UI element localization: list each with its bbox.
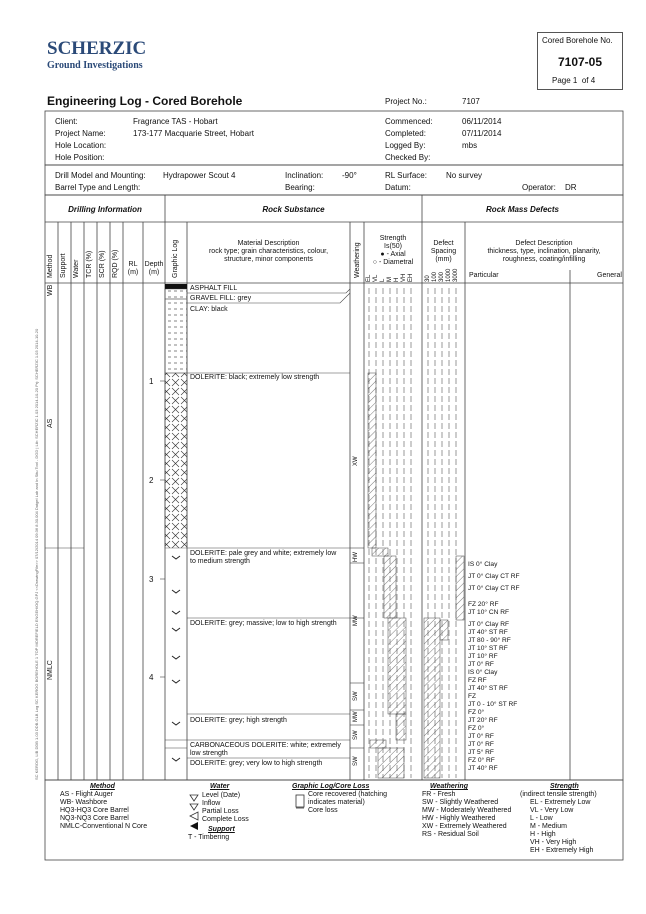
client-label: Client: <box>55 117 78 126</box>
project-name-value: 173-177 Macquarie Street, Hobart <box>133 129 254 138</box>
col-particular: Particular <box>469 272 499 279</box>
hole-location-label: Hole Location: <box>55 141 107 150</box>
method-wb: WB <box>47 284 54 296</box>
datum-label: Datum: <box>385 183 411 192</box>
method-nmlc: NMLC <box>47 660 54 680</box>
drill-model-value: Hydrapower Scout 4 <box>163 171 236 180</box>
defect-item: JT 40° ST RF <box>468 685 508 692</box>
commenced-label: Commenced: <box>385 117 433 126</box>
defect-item: FZ 0° <box>468 709 485 716</box>
completed-value: 07/11/2014 <box>462 129 502 138</box>
operator-value: DR <box>565 183 577 192</box>
client-value: Fragrance TAS - Hobart <box>133 117 218 126</box>
section-rock-substance: Rock Substance <box>262 205 325 214</box>
weathering-label: SW <box>353 756 359 766</box>
col-tcr: TCR (%) <box>86 250 93 278</box>
material-description: GRAVEL FILL: grey <box>190 295 252 302</box>
defect-item: JT 80 - 90° RF <box>468 637 511 644</box>
col-general: General <box>597 272 622 279</box>
operator-label: Operator: <box>522 183 556 192</box>
weathering-label: MW <box>353 615 359 626</box>
col-defect-spacing: Defect Spacing (mm) <box>430 240 457 263</box>
hole-position-label: Hole Position: <box>55 153 105 162</box>
col-strength: Strength Is(50) ● - Axial ○ - Diametral <box>372 235 414 266</box>
drill-model-label: Drill Model and Mounting: <box>55 171 146 180</box>
inclination-label: Inclination: <box>285 171 324 180</box>
legend-graphic-log: Graphic Log/Core Loss Core recovered (hatching indicates material) Core loss <box>292 783 387 814</box>
col-weathering: Weathering <box>354 242 361 278</box>
bearing-label: Bearing: <box>285 183 315 192</box>
legend-method: Method AS - Flight Auger WB- Washbore HQ3-HQ3 Core Barrel NQ3-NQ3 Core Barrel NMLC-Conventional N Core <box>60 783 148 830</box>
col-depth: Depth (m) <box>144 261 164 276</box>
defect-item: JT 0° RF <box>468 661 494 668</box>
defect-item: JT 20° RF <box>468 717 498 724</box>
weathering-label: XW <box>353 456 359 466</box>
defect-item: JT 0° Clay CT RF <box>468 585 520 592</box>
material-description: to medium strength <box>190 558 250 565</box>
defect-item: JT 0° RF <box>468 733 494 740</box>
material-description: CARBONACEOUS DOLERITE: white; extremely <box>190 742 341 749</box>
defect-item: IS 0° Clay <box>468 669 498 676</box>
legend-water: Water Level (Date) Inflow Partial Loss Complete Loss Support T - Timbering <box>188 783 249 841</box>
defect-item: JT 0° Clay RF <box>468 621 509 628</box>
rl-surface-value: No survey <box>446 171 483 180</box>
software-stamp: SC KEROG, LIB DDB 1.03 DDB.GLB Log SC KEROG BOREHOLE 1 TOP MOREFIELD ENGEH\OQ.GPJ <<DrawingFile>> 07/12/2014 09:36 8.30.004 Datgel Lab and In Situ Tool - DGD | Lib: SCHERZIC 1.03 2014-10-20 Prj: SCHERZIC 1.03 2014-10-20 <box>34 328 39 780</box>
defect-item: JT 10° ST RF <box>468 645 508 652</box>
depth-label: 2 <box>149 476 154 485</box>
col-method: Method <box>47 254 54 278</box>
defect-item: FZ 0° RF <box>468 757 495 764</box>
logged-by-label: Logged By: <box>385 141 426 150</box>
col-material-description: Material Description rock type; grain characteristics, colour, structure, minor components <box>208 240 329 263</box>
col-rl: RL (m) <box>127 261 139 276</box>
col-graphic-log: Graphic Log <box>172 239 179 278</box>
defect-item: JT 5° RF <box>468 749 494 756</box>
project-name-label: Project Name: <box>55 129 106 138</box>
defect-item: JT 0° RF <box>468 741 494 748</box>
commenced-value: 06/11/2014 <box>462 117 502 126</box>
depth-label: 3 <box>149 575 154 584</box>
material-description: ASPHALT FILL <box>190 285 238 292</box>
page-indicator: Page 1 of 4 <box>552 76 596 85</box>
defect-item: FZ RF <box>468 677 487 684</box>
material-description: CLAY: black <box>190 306 228 313</box>
col-defect-description: Defect Description thickness, type, inclination, planarity, roughness, coating/infilling <box>487 240 601 263</box>
section-drilling: Drilling Information <box>68 205 142 214</box>
weathering-label: MW <box>353 711 359 722</box>
defect-item: FZ 0° <box>468 725 485 732</box>
material-description: DOLERITE: grey; high strength <box>190 717 287 724</box>
project-no-label: Project No.: <box>385 97 427 106</box>
col-water: Water <box>73 259 80 278</box>
weathering-label: SW <box>353 691 359 701</box>
weathering-label: HW <box>353 552 359 562</box>
checked-by-label: Checked By: <box>385 153 431 162</box>
material-description: DOLERITE: pale grey and white; extremely low <box>190 550 337 557</box>
borehole-number: 7107-05 <box>557 55 603 69</box>
rl-surface-label: RL Surface: <box>385 171 427 180</box>
col-rqd: RQD (%) <box>112 249 119 278</box>
material-description: DOLERITE: grey; massive; low to high strength <box>190 620 337 627</box>
col-support: Support <box>60 253 67 278</box>
defect-item: JT 40° ST RF <box>468 629 508 636</box>
method-as: AS <box>47 418 54 428</box>
borehole-id-label: Cored Borehole No. <box>542 36 613 45</box>
defect-list <box>468 561 520 773</box>
defect-item: FZ <box>468 693 477 700</box>
section-defects: Rock Mass Defects <box>486 205 559 214</box>
material-description: DOLERITE: grey; very low to high strength <box>190 760 323 767</box>
defect-item: JT 0 - 10° ST RF <box>468 701 518 708</box>
barrel-label: Barrel Type and Length: <box>55 183 141 192</box>
depth-label: 1 <box>149 377 154 386</box>
legend-strength: Strength (indirect tensile strength) EL - Extremely Low VL - Very Low L - Low M - Medium H - High VH - Very High EH - Extremely High <box>520 783 597 854</box>
depth-label: 4 <box>149 673 154 682</box>
defect-item: JT 10° RF <box>468 653 498 660</box>
defect-item: IS 0° Clay <box>468 561 498 568</box>
weathering-label: SW <box>353 730 359 740</box>
col-scr: SCR (%) <box>99 250 106 278</box>
material-description: DOLERITE: black; extremely low strength <box>190 374 320 381</box>
material-description: low strength <box>190 750 228 757</box>
company-name: SCHERZIC <box>47 38 147 59</box>
inclination-value: -90° <box>342 171 357 180</box>
project-no: 7107 <box>462 97 480 106</box>
defect-item: JT 10° CN RF <box>468 609 509 616</box>
completed-label: Completed: <box>385 129 426 138</box>
defect-item: JT 40° RF <box>468 765 498 772</box>
company-tagline: Ground Investigations <box>47 60 143 71</box>
legend-weathering: Weathering FR - Fresh SW - Slightly Weathered MW - Moderately Weathered HW - Highly Weathered XW - Extremely Weathered RS - Residual Soil <box>422 783 512 838</box>
defect-item: FZ 20° RF <box>468 601 499 608</box>
logged-by-value: mbs <box>462 141 478 150</box>
defect-item: JT 0° Clay CT RF <box>468 573 520 580</box>
page-title: Engineering Log - Cored Borehole <box>47 94 243 108</box>
